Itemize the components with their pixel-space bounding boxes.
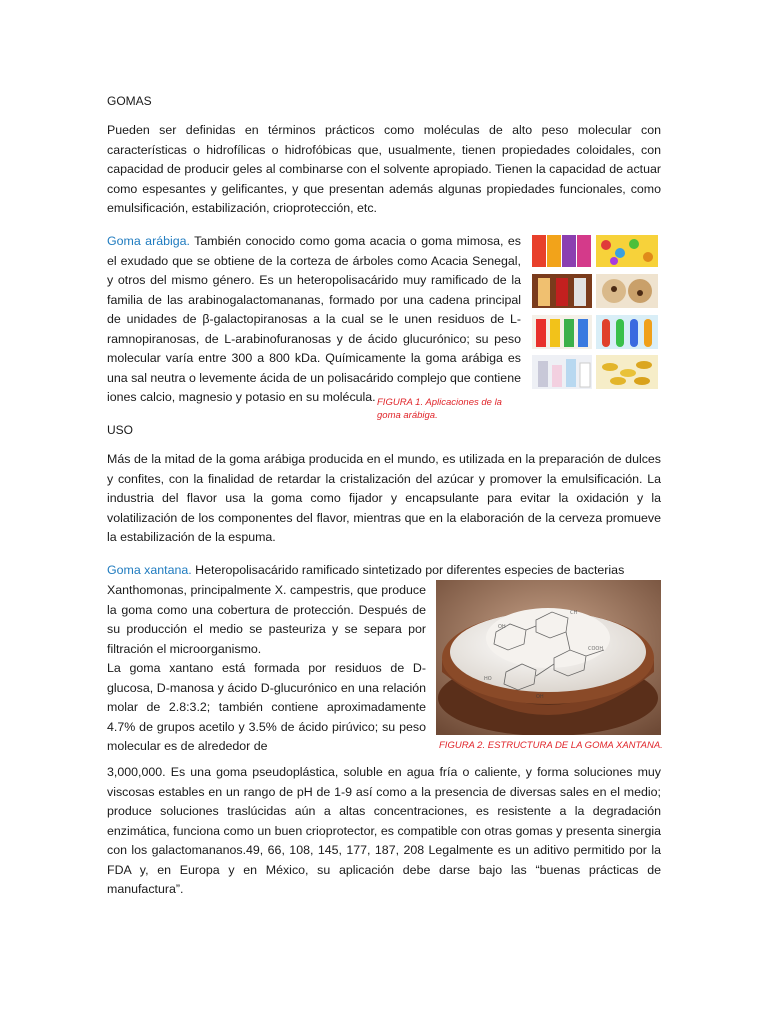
figure2-image (436, 580, 661, 735)
arabiga-paragraph (107, 232, 521, 408)
xantana-side-paragraph-1: Xanthomonas, principalmente X. campestris, que produce la goma como una cobertura de protección. Después de su producción el medio se pasteuriza y se separa por filtración el microorganismo. (107, 583, 426, 656)
svg-text:HO: HO (484, 676, 492, 682)
applications-collage-icon (530, 233, 660, 393)
svg-text:OH: OH (498, 624, 506, 630)
xantana-paragraph: 3,000,000. Es una goma pseudoplástica, soluble en agua fría o caliente, y forma soluciones muy viscosas estables en un rango de pH de 1-9 así como a la presencia de diversas sales en el medio; produce soluciones traslúcidas aún a altas concentraciones, es resistente a la degradación enzimática, funciona como un buen crioprotector, es compatible con otras gomas y presenta sinergia con los galactomananos.49, 66, 108, 145, 177, 187, 208 Legalmente es un aditivo permitido por la FDA y, en Europa y en México, su aplicación debe darse bajo las “buenas prácticas de manufactura”. (107, 765, 661, 896)
xanthan-bowl-icon (436, 580, 661, 735)
uso-paragraph: Más de la mitad de la goma arábiga producida en el mundo, es utilizada en la preparación de dulces y confites, con la finalidad de retardar la cristalización del azúcar y promover la emulsificación. La industria del flavor usa la goma como fijador y encapsulante para evitar la oxidación y la volatilización de los componentes del flavor, mientras que en la elaboración de la cerveza promueve la estabilización de la espuma. (107, 452, 661, 544)
arabiga-lead: Goma arábiga. (107, 234, 190, 248)
section-title: GOMAS (107, 94, 152, 108)
xantana-lead: Goma xantana. (107, 563, 192, 577)
svg-text:COOH: COOH (588, 646, 604, 652)
figure1-caption: FIGURA 1. Aplicaciones de la goma arábiga. (377, 397, 502, 421)
svg-text:OH: OH (536, 694, 544, 700)
svg-text:CH: CH (570, 610, 578, 616)
arabiga-text: También conocido como goma acacia o goma mimosa, es el exudado que se obtiene de la corteza de árboles como Acacia Senegal, y otros del mismo género. Es un heteropolisacárido muy ramificado de la familia de las arabinogalactomananas, formado por una cadena principal de unidades de β-galactopiranosas a la cual se le unen residuos de L-ramnopiranosas, de L-arabinofuranosas y de ácido glucurónico; su peso molecular varía entre 300 a 800 kDa. Químicamente la goma arábiga es una sal neutra o levemente ácida de un polisacárido complejo que contiene iones calcio, magnesio y potasio en su molécula. (107, 234, 522, 404)
xantana-side-paragraph-2: La goma xantano está formada por residuos de D-glucosa, D-manosa y ácido D-glucurónico en una relación molar de 2.8:3.2; también contiene aproximadamente 4.7% de grupos acetilo y 3.5% de ácido pirúvico; su peso molecular es de alrededor de (107, 661, 426, 753)
xantana-intro: Heteropolisacárido ramificado sintetizado por diferentes especies de bacterias (191, 563, 625, 577)
uso-heading: USO (107, 423, 134, 437)
intro-paragraph: Pueden ser definidas en términos prácticos como moléculas de alto peso molecular con características o hidrofílicas o hidrofóbicas que, usualmente, tienen propiedades coloidales, con capacidad de producir geles al combinarse con el solvente apropiado. Tienen la capacidad de actuar como espesantes y gelificantes, y que presentan además algunas propiedades funcionales, como emulsificación, estabilización, crioprotección, etc. (107, 123, 661, 215)
figure1-image (530, 233, 660, 393)
xantana-first-line (107, 561, 661, 581)
figure2-caption: FIGURA 2. ESTRUCTURA DE LA GOMA XANTANA. (439, 740, 663, 751)
